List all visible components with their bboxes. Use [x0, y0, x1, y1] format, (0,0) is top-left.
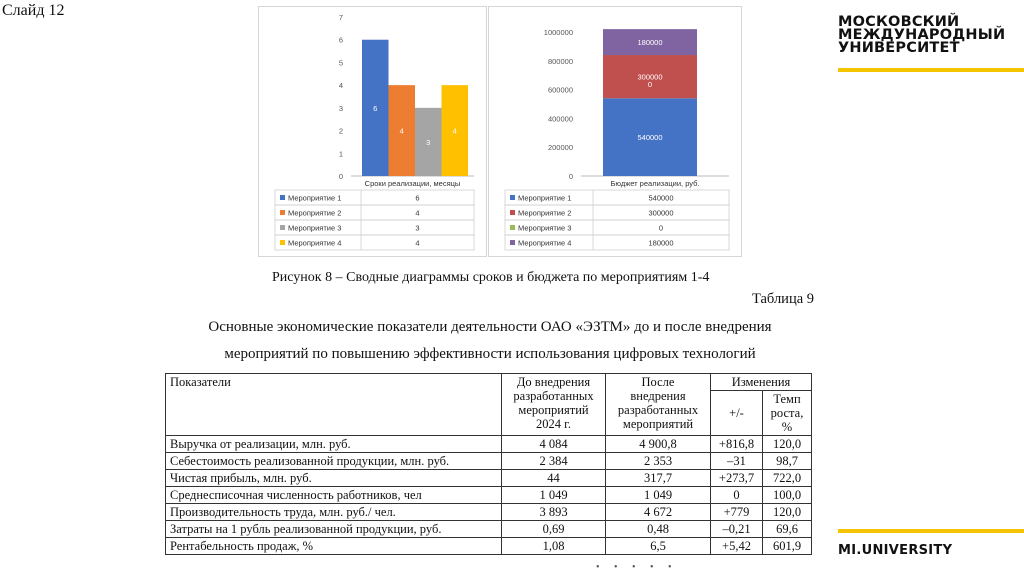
logo-accent-bar-top [838, 68, 1024, 72]
table-number: Таблица 9 [752, 291, 815, 307]
y-tick-label: 7 [338, 13, 343, 22]
figure-caption: Рисунок 8 – Сводные диаграммы сроков и бюджета по мероприятиям 1-4 [272, 270, 710, 285]
cell-after: 4 672 [606, 504, 711, 521]
cell-before: 2 384 [502, 453, 606, 470]
legend-swatch [510, 225, 515, 230]
header-after-line: мероприятий [622, 417, 694, 431]
legend-swatch [280, 195, 285, 200]
cell-diff: 0 [711, 487, 763, 504]
legend-value: 6 [415, 193, 420, 203]
cell-before: 1,08 [502, 538, 606, 555]
cell-indicator: Затраты на 1 рубль реализованной продукции, руб. [166, 521, 502, 538]
logo-line-3: УНИВЕРСИТЕТ [838, 40, 960, 56]
header-rate [763, 391, 812, 436]
table-title-line-1: Основные экономические показатели деятельности ОАО «ЭЗТМ» до и после внедрения [208, 319, 772, 335]
cell-before: 3 893 [502, 504, 606, 521]
slide-number: Слайд 12 [2, 2, 65, 19]
legend-swatch [280, 210, 285, 215]
cell-indicator: Себестоимость реализованной продукции, млн. руб. [166, 453, 502, 470]
data-label: 300000 [637, 72, 663, 82]
table-row [166, 470, 812, 487]
header-before-line: До внедрения [516, 375, 591, 389]
cell-after: 0,48 [606, 521, 711, 538]
header-before-line: 2024 г. [536, 417, 571, 431]
cell-rate: 722,0 [763, 470, 812, 487]
duration-chart [258, 6, 487, 257]
legend-label: Мероприятие 2 [518, 208, 572, 218]
y-tick-label: 1000000 [543, 28, 573, 37]
legend-value: 0 [658, 223, 664, 233]
cell-after: 317,7 [606, 470, 711, 487]
y-tick-label: 4 [338, 81, 343, 91]
header-before-line: мероприятий [518, 403, 589, 417]
cell-indicator: Выручка от реализации, млн. руб. [166, 436, 502, 453]
legend-swatch [510, 210, 515, 215]
table-row [166, 504, 812, 521]
legend-value: 180000 [648, 238, 674, 248]
header-rate-line: % [781, 420, 793, 434]
legend-label: Мероприятие 1 [518, 193, 572, 203]
cell-before: 44 [502, 470, 606, 487]
data-label: 6 [373, 103, 378, 113]
y-tick-label: 0 [568, 172, 573, 181]
data-label: 0 [647, 80, 653, 90]
cell-indicator: Производительность труда, млн. руб./ чел. [166, 504, 502, 521]
legend-label: Мероприятие 3 [288, 223, 342, 233]
y-tick-label: 3 [338, 103, 343, 113]
cell-indicator: Рентабельность продаж, % [166, 538, 502, 555]
university-logo [838, 16, 1005, 55]
cell-rate: 98,7 [763, 453, 812, 470]
data-label: 3 [426, 137, 431, 147]
y-tick-label: 2 [338, 126, 343, 136]
y-tick-label: 1 [338, 149, 343, 159]
cell-after: 6,5 [606, 538, 711, 555]
legend-swatch [510, 240, 515, 245]
header-after-line: внедрения [630, 389, 686, 403]
mi-university-logo: MI.UNIVERSITY [838, 543, 953, 558]
y-tick-label: 5 [338, 58, 343, 68]
header-before [502, 374, 606, 436]
legend-swatch [510, 195, 515, 200]
cell-diff: +779 [711, 504, 763, 521]
x-axis-label: Бюджет реализации, руб. [610, 179, 700, 188]
cell-diff: –0,21 [711, 521, 763, 538]
legend-label: Мероприятие 3 [518, 223, 572, 233]
table-header-row [166, 374, 812, 391]
legend-swatch [280, 240, 285, 245]
x-axis-label: Сроки реализации, месяцы [364, 179, 461, 188]
cell-after: 2 353 [606, 453, 711, 470]
header-rate-line: Темп [773, 392, 801, 406]
cell-rate: 120,0 [763, 436, 812, 453]
table-row [166, 521, 812, 538]
y-tick-label: 800000 [547, 56, 573, 66]
y-tick-label: 0 [338, 172, 343, 181]
cell-indicator: Чистая прибыль, млн. руб. [166, 470, 502, 487]
y-tick-label: 400000 [547, 114, 573, 124]
legend-label: Мероприятие 4 [518, 238, 572, 248]
header-after-line: разработанных [617, 403, 699, 417]
logo-accent-bar-bottom [838, 529, 1024, 533]
y-tick-label: 6 [338, 35, 343, 45]
y-tick-label: 200000 [547, 143, 573, 153]
budget-chart-svg [489, 7, 741, 256]
header-before-line: разработанных [513, 389, 594, 403]
economic-indicators-table [165, 373, 812, 555]
data-label: 4 [399, 126, 404, 136]
legend-swatch [280, 225, 285, 230]
header-after-line: После [641, 375, 675, 389]
cell-before: 0,69 [502, 521, 606, 538]
cell-diff: +5,42 [711, 538, 763, 555]
cell-rate: 601,9 [763, 538, 812, 555]
logo-line-1: МОСКОВСКИЙ [838, 14, 960, 30]
data-label: 4 [452, 126, 457, 136]
logo-line-2: МЕЖДУНАРОДНЫЙ [838, 27, 1006, 43]
cell-indicator: Среднесписочная численность работников, чел [166, 487, 502, 504]
legend-value: 4 [415, 238, 420, 248]
data-label: 540000 [637, 133, 663, 143]
budget-chart [488, 6, 742, 257]
table-row [166, 487, 812, 504]
cell-after: 1 049 [606, 487, 711, 504]
legend-label: Мероприятие 2 [288, 208, 342, 218]
cell-rate: 120,0 [763, 504, 812, 521]
cell-diff: +273,7 [711, 470, 763, 487]
legend-label: Мероприятие 1 [288, 193, 342, 203]
header-indicators: Показатели [166, 374, 502, 436]
y-tick-label: 600000 [547, 85, 573, 95]
table-title-line-2: мероприятий по повышению эффективности использования цифровых технологий [224, 346, 756, 362]
header-after [606, 374, 711, 436]
cell-diff: –31 [711, 453, 763, 470]
duration-chart-svg [259, 7, 486, 256]
cell-rate: 100,0 [763, 487, 812, 504]
legend-value: 3 [415, 223, 420, 233]
cell-after: 4 900,8 [606, 436, 711, 453]
data-label: 180000 [637, 38, 663, 48]
header-diff: +/- [711, 391, 763, 436]
cell-diff: +816,8 [711, 436, 763, 453]
table-row [166, 453, 812, 470]
legend-label: Мероприятие 4 [288, 238, 342, 248]
cell-rate: 69,6 [763, 521, 812, 538]
page-dots: • • • • • [596, 562, 678, 573]
table-row [166, 538, 812, 555]
table-row [166, 436, 812, 453]
legend-value: 4 [415, 208, 420, 218]
cell-before: 1 049 [502, 487, 606, 504]
header-changes: Изменения [711, 374, 812, 391]
legend-value: 300000 [648, 208, 674, 218]
legend-value: 540000 [648, 193, 674, 203]
header-rate-line: роста, [770, 406, 804, 420]
cell-before: 4 084 [502, 436, 606, 453]
